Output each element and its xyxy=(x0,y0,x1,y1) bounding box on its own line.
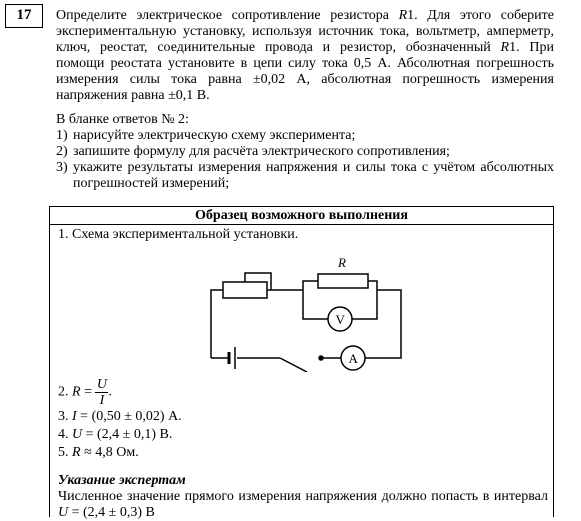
answer-resistance xyxy=(58,445,548,463)
answer-voltage xyxy=(58,427,548,445)
voltmeter-label: V xyxy=(335,312,345,327)
wire xyxy=(365,290,401,358)
key-contact xyxy=(319,356,323,360)
answer-number: 5. xyxy=(58,445,72,460)
fraction-numerator: U xyxy=(96,377,108,392)
expert-text-part: = (2,4 ± 0,3) В xyxy=(68,505,155,520)
list-item-text: нарисуйте электрическую схему эксперимента; xyxy=(73,128,356,143)
list-item xyxy=(56,160,554,192)
task-text-part: 1. При помощи реостата установите в цепи силу тока 0,5 А. Абсолютная погрешность измерения силы тока равна ±0,02 А, абсолютная погрешность измерения напряжения равна ±0,1 В. xyxy=(56,40,554,103)
sample-solution-box xyxy=(49,206,554,520)
answer-variable: U xyxy=(72,427,83,442)
list-item-number: 3) xyxy=(56,160,68,175)
task-paragraph xyxy=(56,8,554,104)
fraction-denominator: I xyxy=(99,393,105,408)
list-item-number: 1) xyxy=(56,128,68,143)
list-item xyxy=(56,128,554,144)
expert-variable: U xyxy=(58,505,69,520)
list-item-text: укажите результаты измерения напряжения и силы тока с учётом абсолютных погрешностей измерений; xyxy=(73,160,554,191)
answer-number: 2. xyxy=(58,384,72,400)
wire xyxy=(303,281,318,290)
rheostat xyxy=(223,282,267,298)
answer-value: = (2,4 ± 0,1) В. xyxy=(82,427,173,442)
task-text-part: 1. Для этого соберите экспериментальную установку, используя источник тока, вольтметр, амперметр, ключ, реостат, соединительные провода и резистор, обозначенный xyxy=(56,8,554,55)
resistor-r1 xyxy=(318,274,368,288)
wire xyxy=(368,281,377,290)
resistor-symbol: R xyxy=(398,8,408,23)
wire xyxy=(303,290,328,319)
formula-equals: = xyxy=(80,384,96,400)
scheme-title: 1. Схема экспериментальной установки. xyxy=(58,227,299,242)
resistor-label: R xyxy=(338,255,346,270)
sample-header: Образец возможного выполнения xyxy=(50,207,553,225)
ammeter-label: A xyxy=(348,351,358,366)
answer-current xyxy=(58,409,548,427)
answer-number: 3. xyxy=(58,409,72,424)
expert-text-part: Численное значение прямого измерения напряжения должно попасть в интервал xyxy=(58,489,548,504)
answer-formula xyxy=(58,377,548,409)
answer-value: ≈ 4,8 Ом. xyxy=(80,445,139,460)
wire xyxy=(352,290,377,319)
answer-sheet-intro: В бланке ответов № 2: xyxy=(56,112,189,127)
formula-fraction xyxy=(95,377,108,408)
expert-note xyxy=(58,473,548,521)
resistor-symbol: R xyxy=(500,40,510,55)
expert-note-title: Указание экспертам xyxy=(58,473,186,488)
answer-value: = (0,50 ± 0,02) А. xyxy=(76,409,182,424)
list-item xyxy=(56,144,554,160)
task-statement xyxy=(56,8,554,192)
task-text-part: Определите электрическое сопротивление резистора xyxy=(56,8,399,23)
answer-variable: I xyxy=(72,409,77,424)
task-number: 17 xyxy=(5,4,43,28)
list-item-text: запишите формулу для расчёта электрического сопротивления; xyxy=(73,144,450,159)
answers-list xyxy=(58,377,548,521)
expert-note-text xyxy=(58,489,548,521)
formula-dot: . xyxy=(108,384,112,400)
circuit-diagram xyxy=(205,247,415,372)
formula-variable: R xyxy=(72,384,81,400)
answer-variable: R xyxy=(72,445,81,460)
list-item-number: 2) xyxy=(56,144,68,159)
key-switch xyxy=(280,358,307,372)
wire xyxy=(211,290,223,358)
answer-number: 4. xyxy=(58,427,72,442)
